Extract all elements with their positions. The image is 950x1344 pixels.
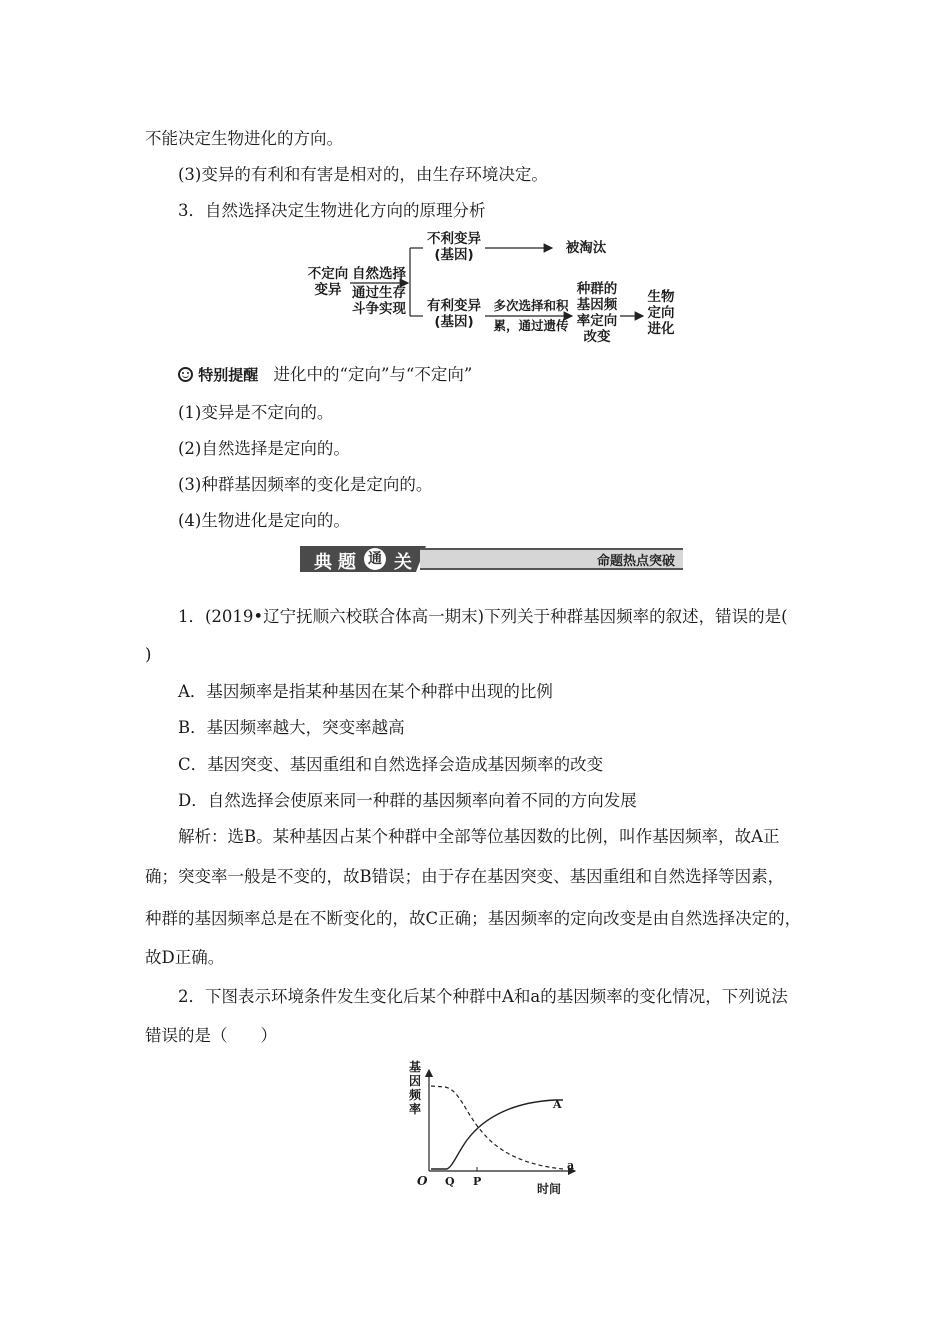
banner-char-circle: 通 — [364, 548, 386, 570]
question-stem: 1．(2019•辽宁抚顺六校联合体高一期末)下列关于种群基因频率的叙述，错误的是( — [178, 607, 788, 626]
banner-subtitle: 命题热点突破 — [596, 554, 675, 569]
q-label: Q — [445, 1175, 455, 1188]
text-line: (3)种群基因频率的变化是定向的。 — [178, 475, 433, 494]
curve-a — [431, 1086, 563, 1169]
curve-A-label: A — [553, 1098, 562, 1111]
smiley-icon — [178, 367, 193, 382]
eliminated-label: 被淘汰 — [565, 240, 607, 256]
option-b: B．基因频率越大，突变率越高 — [178, 718, 405, 737]
text-line: (2)自然选择是定向的。 — [178, 439, 350, 458]
favorable-variation-label: 有利变异 (基因) — [427, 298, 481, 330]
accumulation-label: 多次选择和积 累，通过遗传 — [493, 298, 569, 333]
struggle-label: 通过生存 斗争实现 — [352, 285, 406, 317]
option-d: D．自然选择会使原来同一种群的基因频率向着不同的方向发展 — [178, 791, 637, 810]
tip-text: 进化中的“定向”与“不定向” — [273, 365, 473, 384]
origin-label: O — [417, 1174, 428, 1188]
banner-char: 题 — [338, 552, 356, 573]
option-a: A．基因频率是指某种基因在某个种群中出现的比例 — [178, 682, 553, 701]
x-axis-label: 时间 — [537, 1182, 562, 1196]
answer-analysis: 故D正确。 — [145, 948, 225, 967]
option-c: C．基因突变、基因重组和自然选择会造成基因频率的改变 — [178, 755, 604, 774]
curve-A — [431, 1100, 563, 1169]
y-axis-label: 基 因 频 率 — [409, 1060, 422, 1116]
question-stem: 错误的是（ ） — [145, 1026, 277, 1045]
unfavorable-variation-label: 不利变异 (基因) — [427, 231, 481, 263]
question-stem: ) — [145, 645, 152, 664]
banner-char: 典 — [314, 552, 332, 573]
tip-label: 特别提醒 — [198, 366, 259, 384]
text-line: 不能决定生物进化的方向。 — [145, 129, 343, 148]
question-stem: 2．下图表示环境条件发生变化后某个种群中A和a的基因频率的变化情况，下列说法 — [178, 987, 788, 1006]
answer-analysis: 种群的基因频率总是在不断变化的，故C正确；基因频率的定向改变是由自然选择决定的， — [145, 909, 802, 928]
gene-frequency-graph — [405, 1058, 585, 1198]
text-line: (1)变异是不定向的。 — [178, 403, 334, 422]
answer-analysis: 确；突变率一般是不变的，故B错误；由于存在基因突变、基因重组和自然选择等因素， — [145, 867, 785, 886]
evolution-flow-diagram — [300, 228, 690, 353]
directed-evolution-label: 生物 定向 进化 — [647, 289, 675, 337]
frequency-change-label: 种群的 基因频 率定向 改变 — [576, 281, 618, 345]
natural-selection-label: 自然选择 — [352, 266, 406, 282]
graph-plot — [405, 1058, 585, 1198]
text-line: (4)生物进化是定向的。 — [178, 511, 350, 530]
special-tip — [178, 364, 472, 386]
p-label: P — [473, 1175, 482, 1188]
answer-analysis: 解析：选B。某种基因占某个种群中全部等位基因数的比例，叫作基因频率，故A正 — [178, 827, 780, 846]
section-heading: 3．自然选择决定生物进化方向的原理分析 — [178, 201, 486, 220]
curve-a-label: a — [567, 1159, 575, 1172]
banner-char: 关 — [394, 552, 412, 573]
text-line: (3)变异的有利和有害是相对的，由生存环境决定。 — [178, 165, 548, 184]
undirected-variation-label: 不定向 变异 — [307, 266, 349, 298]
section-banner — [300, 546, 683, 572]
